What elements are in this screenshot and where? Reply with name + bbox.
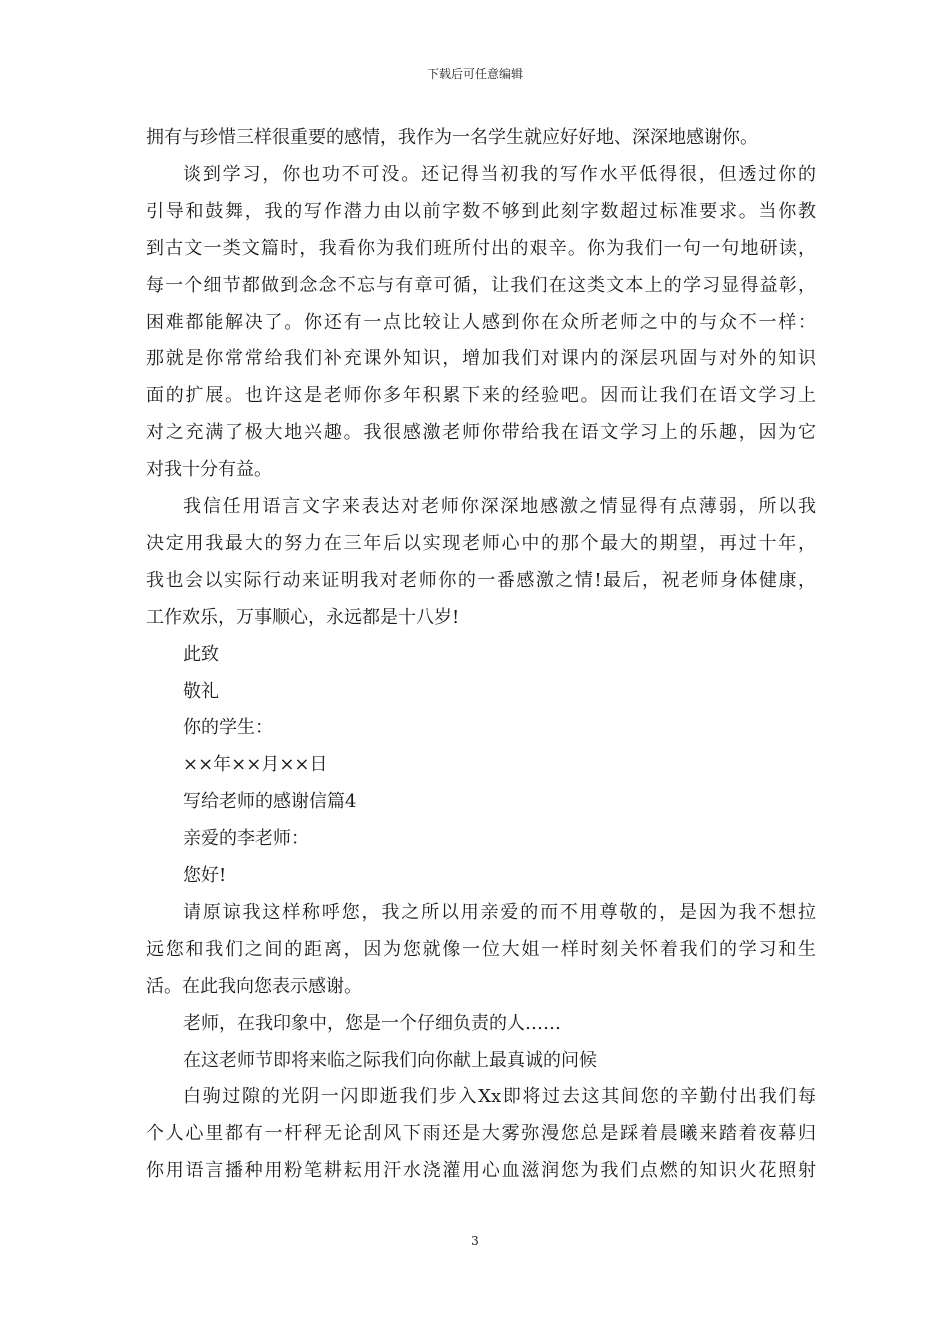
text-line: 我信任用语言文字来表达对老师你深深地感激之情显得有点薄弱，所以我 [183, 496, 816, 517]
text-line: 到古文一类文篇时，我看你为我们班所付出的艰辛。你为我们一句一句地研读， [146, 237, 816, 259]
page-header: 下载后可任意编辑 [426, 67, 523, 81]
text-line: 那就是你常常给我们补充课外知识，增加我们对课内的深层巩固与对外的知识 [146, 348, 816, 370]
text-line: ××年××月××日 [183, 754, 328, 776]
text-line: 决定用我最大的努力在三年后以实现老师心中的那个最大的期望，再过十年， [146, 532, 816, 554]
text-line: 请原谅我这样称呼您，我之所以用亲爱的而不用尊敬的，是因为我不想拉 [183, 901, 816, 923]
text-line: 你的学生： [183, 717, 273, 739]
text-line: 拥有与珍惜三样很重要的感情，我作为一名学生就应好好地、深深地感谢你。 [146, 127, 758, 148]
text-line: 写给老师的感谢信篇4 [183, 791, 357, 813]
text-line: 对之充满了极大地兴趣。我很感激老师你带给我在语文学习上的乐趣，因为它 [146, 422, 816, 444]
page-number: 3 [471, 1234, 479, 1248]
text-line: 此致 [183, 643, 219, 665]
text-line: 在这老师节即将来临之际我们向你献上最真诚的问候 [183, 1049, 597, 1071]
text-line: 我也会以实际行动来证明我对老师你的一番感激之情!最后，祝老师身体健康， [146, 569, 816, 591]
text-line: 亲爱的李老师： [183, 828, 309, 850]
text-line: 对我十分有益。 [146, 459, 272, 481]
text-line: 谈到学习，你也功不可没。还记得当初我的写作水平低得很，但透过你的 [183, 163, 816, 185]
text-line: 白驹过隙的光阴一闪即逝我们步入Xx即将过去这其间您的辛勤付出我们每 [183, 1086, 816, 1108]
text-line: 活。在此我向您表示感谢。 [146, 975, 362, 997]
text-line: 困难都能解决了。你还有一点比较让人感到你在众所老师之中的与众不一样： [146, 311, 816, 333]
text-line: 您好! [183, 865, 227, 886]
text-line: 工作欢乐，万事顺心，永远都是十八岁! [146, 606, 460, 628]
text-line: 敬礼 [183, 680, 219, 702]
text-line: 老师，在我印象中，您是一个仔细负责的人…… [183, 1012, 561, 1034]
text-line: 远您和我们之间的距离，因为您就像一位大姐一样时刻关怀着我们的学习和生 [146, 938, 816, 960]
text-line: 你用语言播种用粉笔耕耘用汗水浇灌用心血滋润您为我们点燃的知识火花照射 [146, 1160, 816, 1182]
text-line: 每一个细节都做到念念不忘与有章可循，让我们在这类文本上的学习显得益彰， [146, 274, 816, 296]
text-line: 面的扩展。也许这是老师你多年积累下来的经验吧。因而让我们在语文学习上 [146, 385, 816, 407]
text-line: 引导和鼓舞，我的写作潜力由以前字数不够到此刻字数超过标准要求。当你教 [146, 200, 816, 222]
text-line: 个人心里都有一杆秤无论刮风下雨还是大雾弥漫您总是踩着晨曦来踏着夜幕归 [146, 1123, 816, 1145]
